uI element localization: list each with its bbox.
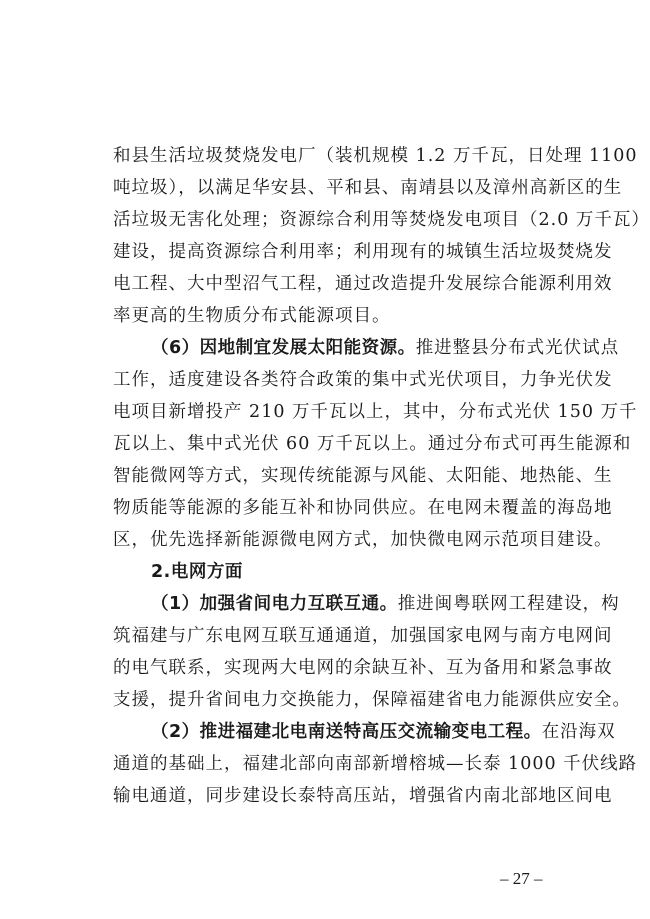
line-text: 的电气联系，实现两大电网的余缺互补、互为备用和紧急事故 bbox=[113, 658, 613, 678]
text-line bbox=[113, 750, 638, 782]
page-number: – 27 – bbox=[500, 869, 543, 888]
text-line bbox=[113, 654, 613, 686]
line-text: 吨垃圾），以满足华安县、平和县、南靖县以及漳州高新区的生 bbox=[113, 178, 623, 198]
line-text: 推进闽粤联网工程建设，构 bbox=[397, 594, 620, 614]
line-text: 支援，提升省间电力交换能力，保障福建省电力能源供应安全。 bbox=[113, 690, 631, 710]
bold-heading: （1）加强省间电力互联互通。 bbox=[151, 594, 398, 614]
bold-heading: 2.电网方面 bbox=[151, 562, 243, 582]
line-text: 电项目新增投产 210 万千瓦以上，其中，分布式光伏 150 万千 bbox=[113, 402, 638, 422]
line-text: 活垃圾无害化处理；资源综合利用等焚烧发电项目（2.0 万千瓦） bbox=[113, 210, 650, 230]
line-text: 推进整县分布式光伏试点 bbox=[415, 338, 620, 358]
text-line bbox=[113, 430, 632, 462]
line-text: 物质能等能源的多能互补和协同供应。在电网未覆盖的海岛地 bbox=[113, 498, 613, 518]
line-text: 输电通道，同步建设长泰特高压站，增强省内南北部地区间电 bbox=[113, 786, 613, 806]
text-line bbox=[113, 334, 620, 366]
line-text: 和县生活垃圾焚烧发电厂（装机规模 1.2 万千瓦，日处理 1100 bbox=[113, 146, 638, 166]
text-line bbox=[113, 206, 650, 238]
text-line bbox=[113, 622, 613, 654]
text-line bbox=[113, 462, 613, 494]
text-line bbox=[113, 686, 631, 718]
text-line bbox=[113, 238, 613, 270]
text-line bbox=[113, 142, 638, 174]
text-line bbox=[113, 590, 620, 622]
line-text: 瓦以上、集中式光伏 60 万千瓦以上。通过分布式可再生能源和 bbox=[113, 434, 632, 454]
text-line bbox=[113, 718, 616, 750]
line-text: 智能微网等方式，实现传统能源与风能、太阳能、地热能、生 bbox=[113, 466, 613, 486]
line-text: 率更高的生物质分布式能源项目。 bbox=[113, 306, 391, 326]
line-text: 在沿海双 bbox=[541, 722, 616, 742]
text-line bbox=[113, 366, 613, 398]
line-text: 区，优先选择新能源微电网方式，加快微电网示范项目建设。 bbox=[113, 530, 613, 550]
line-text: 筑福建与广东电网互联互通通道，加强国家电网与南方电网间 bbox=[113, 626, 613, 646]
line-text: 电工程、大中型沼气工程，通过改造提升发展综合能源利用效 bbox=[113, 274, 613, 294]
text-line bbox=[113, 782, 613, 814]
text-line bbox=[113, 174, 623, 206]
line-text: 工作，适度建设各类符合政策的集中式光伏项目，力争光伏发 bbox=[113, 370, 613, 390]
bold-heading: （2）推进福建北电南送特高压交流输变电工程。 bbox=[151, 722, 542, 742]
text-line bbox=[113, 494, 613, 526]
text-line bbox=[113, 270, 613, 302]
text-line bbox=[113, 526, 613, 558]
text-line bbox=[113, 302, 541, 334]
bold-heading: （6）因地制宜发展太阳能资源。 bbox=[151, 338, 416, 358]
line-text: 通道的基础上，福建北部向南部新增榕城—长泰 1000 千伏线路 bbox=[113, 754, 638, 774]
text-line bbox=[113, 398, 638, 430]
document-body bbox=[113, 142, 650, 814]
text-line bbox=[113, 558, 541, 590]
line-text: 建设，提高资源综合利用率；利用现有的城镇生活垃圾焚烧发 bbox=[113, 242, 613, 262]
